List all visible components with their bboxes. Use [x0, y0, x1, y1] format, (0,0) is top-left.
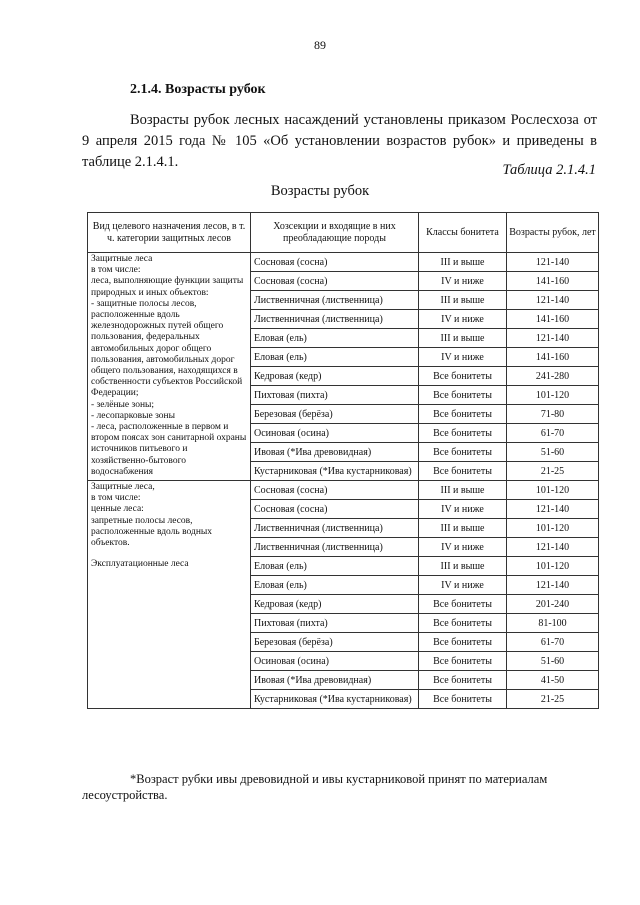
- section-cell: Березовая (берёза): [251, 633, 419, 652]
- age-cell: 41-50: [507, 671, 599, 690]
- bonitet-cell: Все бонитеты: [419, 386, 507, 405]
- section-cell: Еловая (ель): [251, 329, 419, 348]
- age-cell: 21-25: [507, 690, 599, 709]
- bonitet-cell: Все бонитеты: [419, 633, 507, 652]
- category-cell-valuable: [88, 481, 251, 709]
- section-cell: Лиственничная (лиственница): [251, 519, 419, 538]
- age-cell: 101-120: [507, 557, 599, 576]
- category-line: леса, выполняющие функции защиты природных и иных объектов:: [91, 276, 244, 298]
- bonitet-cell: Все бонитеты: [419, 462, 507, 481]
- section-cell: Сосновая (сосна): [251, 272, 419, 291]
- section-cell: Сосновая (сосна): [251, 253, 419, 272]
- section-cell: Березовая (берёза): [251, 405, 419, 424]
- header-section: Хозсекции и входящие в них преобладающие породы: [251, 213, 419, 253]
- section-cell: Ивовая (*Ива древовидная): [251, 443, 419, 462]
- bonitet-cell: Все бонитеты: [419, 424, 507, 443]
- bonitet-cell: Все бонитеты: [419, 652, 507, 671]
- table-number: Таблица 2.1.4.1: [502, 162, 596, 178]
- table-title: Возрасты рубок: [270, 183, 370, 199]
- section-cell: Сосновая (сосна): [251, 500, 419, 519]
- section-cell: Лиственничная (лиственница): [251, 291, 419, 310]
- section-cell: Кустарниковая (*Ива кустарниковая): [251, 462, 419, 481]
- bonitet-cell: Все бонитеты: [419, 595, 507, 614]
- age-cell: 241-280: [507, 367, 599, 386]
- footnote: *Возраст рубки ивы древовидной и ивы кустарниковой принят по материалам лесоустройства.: [82, 772, 548, 802]
- header-bonitet: Классы бонитета: [419, 213, 507, 253]
- bonitet-cell: IV и ниже: [419, 576, 507, 595]
- section-cell: Еловая (ель): [251, 576, 419, 595]
- page-number: 89: [314, 38, 326, 52]
- section-cell: Лиственничная (лиственница): [251, 538, 419, 557]
- category-line: запретные полосы лесов, расположенные вдоль водных объектов.: [91, 515, 213, 549]
- header-age: Возрасты рубок, лет: [507, 213, 599, 253]
- table-header-row: [88, 213, 599, 253]
- age-cell: 21-25: [507, 462, 599, 481]
- category-line: Защитные леса: [91, 254, 153, 264]
- category-line: - защитные полосы лесов, расположенные вдоль железнодорожных путей общего пользования, федеральных автомобильных дорог общего пользования, автомобильных дорог общего пользования, находящихся в собственности субъектов Российской Федерации;: [91, 298, 243, 399]
- section-cell: Ивовая (*Ива древовидная): [251, 671, 419, 690]
- category-line: - леса, расположенные в первом и втором поясах зон санитарной охраны источников питьевого и хозяйственно-бытового водоснабжения: [91, 422, 247, 477]
- section-cell: Пихтовая (пихта): [251, 614, 419, 633]
- table-row: [88, 253, 599, 272]
- age-cell: 121-140: [507, 253, 599, 272]
- section-cell: Кустарниковая (*Ива кустарниковая): [251, 690, 419, 709]
- age-cell: 141-160: [507, 348, 599, 367]
- bonitet-cell: III и выше: [419, 481, 507, 500]
- age-cell: 121-140: [507, 291, 599, 310]
- age-cell: 51-60: [507, 443, 599, 462]
- section-cell: Осиновая (осина): [251, 652, 419, 671]
- category-line: Эксплуатационные леса: [91, 559, 189, 570]
- age-cell: 121-140: [507, 576, 599, 595]
- category-line: в том числе:: [91, 265, 141, 276]
- category-cell-protective: [88, 253, 251, 481]
- age-cell: 51-60: [507, 652, 599, 671]
- bonitet-cell: III и выше: [419, 291, 507, 310]
- table-body: [88, 253, 599, 709]
- section-cell: Лиственничная (лиственница): [251, 310, 419, 329]
- bonitet-cell: III и выше: [419, 519, 507, 538]
- section-cell: Сосновая (сосна): [251, 481, 419, 500]
- category-line: - зелёные зоны;: [91, 399, 155, 410]
- category-spacer: [91, 549, 247, 559]
- section-cell: Кедровая (кедр): [251, 367, 419, 386]
- age-cell: 101-120: [507, 481, 599, 500]
- bonitet-cell: IV и ниже: [419, 348, 507, 367]
- intro-paragraph: Возрасты рубок лесных насаждений установлены приказом Рослесхоза от 9 апреля 2015 года № 105 «Об установлении возрастов рубок» и приведены в таблице 2.1.4.1.: [82, 112, 597, 170]
- bonitet-cell: IV и ниже: [419, 310, 507, 329]
- age-cell: 201-240: [507, 595, 599, 614]
- age-cell: 141-160: [507, 310, 599, 329]
- bonitet-cell: Все бонитеты: [419, 690, 507, 709]
- bonitet-cell: Все бонитеты: [419, 367, 507, 386]
- age-cell: 81-100: [507, 614, 599, 633]
- age-cell: 101-120: [507, 519, 599, 538]
- category-line: ценные леса:: [91, 504, 144, 515]
- age-cell: 141-160: [507, 272, 599, 291]
- bonitet-cell: III и выше: [419, 253, 507, 272]
- bonitet-cell: Все бонитеты: [419, 443, 507, 462]
- bonitet-cell: IV и ниже: [419, 538, 507, 557]
- bonitet-cell: Все бонитеты: [419, 671, 507, 690]
- age-cell: 61-70: [507, 424, 599, 443]
- header-category: Вид целевого назначения лесов, в т. ч. категории защитных лесов: [88, 213, 251, 253]
- age-cell: 71-80: [507, 405, 599, 424]
- bonitet-cell: Все бонитеты: [419, 614, 507, 633]
- section-cell: Еловая (ель): [251, 348, 419, 367]
- age-cell: 101-120: [507, 386, 599, 405]
- category-line: в том числе:: [91, 493, 141, 504]
- bonitet-cell: IV и ниже: [419, 272, 507, 291]
- bonitet-cell: Все бонитеты: [419, 405, 507, 424]
- section-cell: Пихтовая (пихта): [251, 386, 419, 405]
- age-cell: 121-140: [507, 329, 599, 348]
- category-line: Защитные леса,: [91, 482, 155, 492]
- section-cell: Кедровая (кедр): [251, 595, 419, 614]
- cutting-age-table: [87, 212, 599, 709]
- section-cell: Осиновая (осина): [251, 424, 419, 443]
- age-cell: 61-70: [507, 633, 599, 652]
- bonitet-cell: III и выше: [419, 329, 507, 348]
- bonitet-cell: III и выше: [419, 557, 507, 576]
- table-row: [88, 481, 599, 500]
- section-heading: 2.1.4. Возрасты рубок: [130, 82, 266, 97]
- bonitet-cell: IV и ниже: [419, 500, 507, 519]
- age-cell: 121-140: [507, 500, 599, 519]
- section-cell: Еловая (ель): [251, 557, 419, 576]
- age-cell: 121-140: [507, 538, 599, 557]
- category-line: - лесопарковые зоны: [91, 410, 176, 421]
